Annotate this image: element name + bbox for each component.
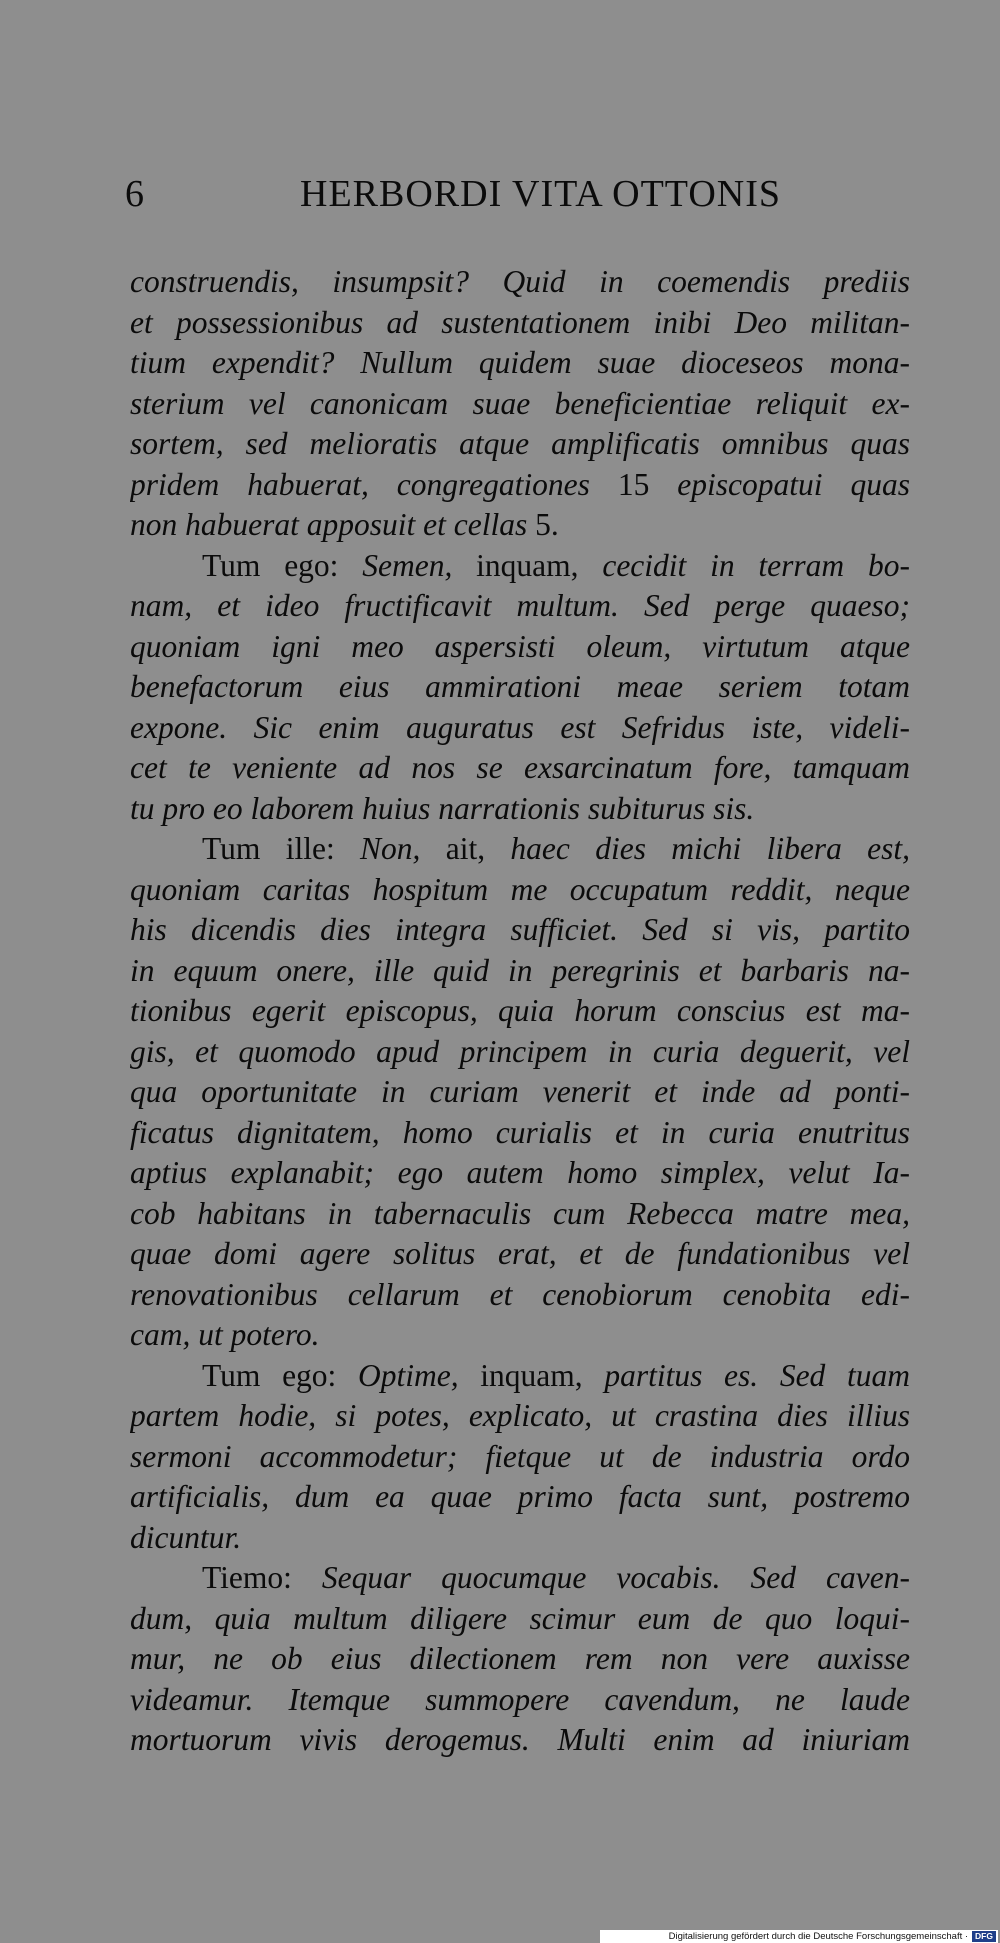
text-segment: sermoni accommodetur; fietque ut de industria ordo xyxy=(130,1438,910,1474)
text-line xyxy=(130,789,910,830)
text-segment: his dicendis dies integra sufficiet. Sed si vis, partito xyxy=(130,912,910,947)
text-segment: tium expendit? Nullum quidem suae dioceseos mona- xyxy=(130,345,910,380)
text-segment: in equum onere, ille quid in peregrinis et barbaris na- xyxy=(130,952,910,988)
text-segment: haec dies michi libera est, xyxy=(510,831,910,866)
text-segment: ficatus dignitatem, homo curialis et in curia enutritus xyxy=(130,1114,910,1150)
text-line xyxy=(130,1072,910,1113)
text-line xyxy=(130,1558,910,1599)
text-segment: cet te veniente ad nos se exsarcinatum fore, tamquam xyxy=(130,750,910,785)
text-line xyxy=(130,748,910,789)
text-segment: tionibus egerit episcopus, quia horum conscius est ma- xyxy=(130,993,910,1028)
text-segment: Non, xyxy=(360,831,421,866)
text-line xyxy=(130,1477,910,1518)
text-segment: dum, quia multum diligere scimur eum de quo loqui- xyxy=(130,1600,910,1636)
text-segment: non habuerat apposuit et cellas xyxy=(130,507,536,542)
page-header xyxy=(125,172,905,222)
text-line xyxy=(130,1113,910,1154)
text-segment: benefactorum eius ammirationi meae seriem totam xyxy=(130,669,910,704)
text-line xyxy=(130,951,910,992)
text-segment: Tiemo: xyxy=(202,1560,322,1595)
text-segment: quoniam igni meo aspersisti oleum, virtutum atque xyxy=(130,628,910,664)
text-segment: Sequar quocumque vocabis. Sed caven- xyxy=(321,1560,910,1595)
text-segment: quoniam caritas hospitum me occupatum reddit, neque xyxy=(130,871,910,907)
text-line xyxy=(130,1032,910,1073)
text-segment: artificialis, dum ea quae primo facta sunt, postremo xyxy=(130,1479,910,1514)
text-line xyxy=(130,829,910,870)
text-line xyxy=(130,667,910,708)
text-segment: Tum ille: xyxy=(202,831,361,866)
text-segment: partem hodie, si potes, explicato, ut crastina dies illius xyxy=(130,1398,910,1433)
text-line xyxy=(130,870,910,911)
text-line xyxy=(130,1437,910,1478)
text-line xyxy=(130,1234,910,1275)
text-segment: inquam, xyxy=(458,1357,605,1393)
text-line xyxy=(130,1315,910,1356)
text-segment: tu pro eo laborem huius narrationis subiturus sis. xyxy=(130,790,755,826)
text-segment: construendis, insumpsit? Quid in coemendis prediis xyxy=(130,264,910,299)
text-line xyxy=(130,708,910,749)
text-segment: Tum ego: xyxy=(202,1357,358,1393)
text-segment: Semen, xyxy=(362,547,453,583)
text-segment: qua oportunitate in curiam venerit et inde ad ponti- xyxy=(130,1074,910,1109)
footer-credit: Digitalisierung gefördert durch die Deutsche Forschungsgemeinschaft · xyxy=(668,1931,969,1942)
text-segment: renovationibus cellarum et cenobiorum cenobita edi- xyxy=(130,1276,910,1312)
text-line xyxy=(130,343,910,384)
text-line xyxy=(130,1194,910,1235)
text-line xyxy=(130,991,910,1032)
text-segment: mur, ne ob eius dilectionem rem non vere auxisse xyxy=(130,1641,910,1676)
text-line xyxy=(130,1275,910,1316)
text-line xyxy=(130,262,910,303)
text-segment: pridem habuerat, congregationes xyxy=(130,466,618,502)
page-number: 6 xyxy=(125,173,145,215)
digitization-footer xyxy=(600,1930,998,1943)
text-segment: videamur. Itemque summopere cavendum, ne laude xyxy=(130,1681,910,1717)
text-segment: dicuntur. xyxy=(130,1519,242,1555)
text-segment: 5. xyxy=(535,507,559,542)
running-title: HERBORDI VITA OTTONIS xyxy=(300,173,782,215)
text-segment: 15 xyxy=(617,466,650,502)
text-segment: expone. Sic enim auguratus est Sefridus iste, videli- xyxy=(130,709,910,745)
text-line xyxy=(130,1356,910,1397)
text-line xyxy=(130,586,910,627)
text-line xyxy=(130,465,910,506)
text-segment: et possessionibus ad sustentationem inibi Deo militan- xyxy=(130,304,910,340)
text-line xyxy=(130,303,910,344)
text-line xyxy=(130,1639,910,1680)
text-segment: sterium vel canonicam suae beneficientiae reliquit ex- xyxy=(130,385,910,421)
text-segment: nam, et ideo fructificavit multum. Sed perge quaeso; xyxy=(130,588,910,623)
text-segment: gis, et quomodo apud principem in curia deguerit, vel xyxy=(130,1033,910,1069)
text-line xyxy=(130,1720,910,1761)
text-segment: inquam, xyxy=(452,547,603,583)
text-segment: ait, xyxy=(420,831,511,866)
dfg-logo-icon: DFG xyxy=(972,1931,996,1942)
text-line xyxy=(130,505,910,546)
text-segment: cam, ut potero. xyxy=(130,1317,320,1352)
text-line xyxy=(130,424,910,465)
text-segment: mortuorum vivis derogemus. Multi enim ad iniuriam xyxy=(130,1722,910,1757)
text-segment: aptius explanabit; ego autem homo simplex, velut Ia- xyxy=(130,1155,910,1190)
text-segment: Tum ego: xyxy=(202,547,363,583)
text-segment: cob habitans in tabernaculis cum Rebecca matre mea, xyxy=(130,1195,910,1231)
text-line xyxy=(130,546,910,587)
text-line xyxy=(130,1396,910,1437)
text-line xyxy=(130,910,910,951)
text-line xyxy=(130,1518,910,1559)
body-text xyxy=(130,262,910,1761)
text-segment: sortem, sed melioratis atque amplificatis omnibus quas xyxy=(130,426,910,461)
text-segment: cecidit in terram bo- xyxy=(602,547,910,583)
text-line xyxy=(130,1599,910,1640)
text-segment: episcopatui quas xyxy=(649,466,910,502)
text-segment: quae domi agere solitus erat, et de fundationibus vel xyxy=(130,1236,910,1271)
text-segment: Optime, xyxy=(357,1357,459,1393)
text-line xyxy=(130,627,910,668)
text-segment: partitus es. Sed tuam xyxy=(604,1357,910,1393)
text-line xyxy=(130,1153,910,1194)
text-line xyxy=(130,384,910,425)
text-line xyxy=(130,1680,910,1721)
